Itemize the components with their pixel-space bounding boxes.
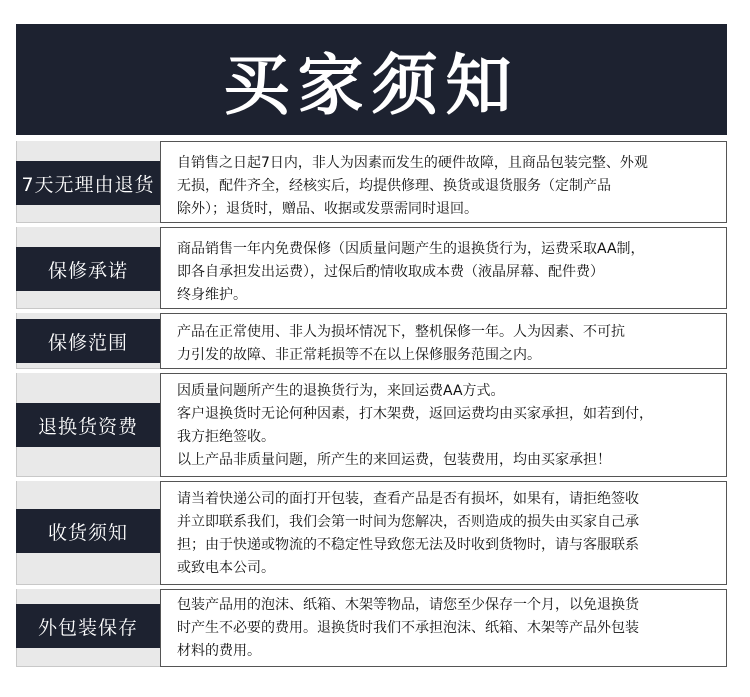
content-line: 包装产品用的泡沫、纸箱、木架等物品，请您至少保存一个月，以免退换货 [177,597,639,613]
section-warranty-promise [16,227,727,309]
content-line: 材料的费用。 [177,643,261,659]
section-content [160,227,727,309]
section-packaging-retention [16,589,727,667]
section-no-reason-return [16,141,727,223]
section-label: 保修承诺 [16,247,160,291]
content-line: 请当着快递公司的面打开包装，查看产品是否有损坏，如果有，请拒绝签收 [177,491,639,507]
section-label: 外包装保存 [16,604,160,648]
content-line: 无损，配件齐全，经核实后，均提供修理、换货或退货服务（定制产品 [177,178,611,194]
section-receiving-notice [16,481,727,585]
content-line: 时产生不必要的费用。退换货时我们不承担泡沫、纸箱、木架等产品外包装 [177,620,639,636]
section-return-fees [16,373,727,477]
page-title: 买家须知 [223,47,520,124]
content-line: 我方拒绝签收。 [177,429,275,445]
section-content [160,589,727,667]
section-content [160,141,727,223]
section-content [160,481,727,585]
title-banner [16,24,727,135]
section-label: 7天无理由退货 [16,161,160,205]
content-line: 自销售之日起7日内，非人为因素而发生的硬件故障，且商品包装完整、外观 [177,155,648,171]
content-line: 商品销售一年内免费保修（因质量问题产生的退换货行为，运费采取AA制， [177,241,645,257]
section-content [160,373,727,477]
section-label: 退换货资费 [16,403,160,447]
section-label: 收货须知 [16,509,160,553]
content-line: 以上产品非质量问题，所产生的来回运费，包装费用，均由买家承担！ [177,452,611,468]
content-line: 并立即联系我们，我们会第一时间为您解决，否则造成的损失由买家自己承 [177,514,639,530]
content-line: 终身维护。 [177,287,247,303]
section-label: 保修范围 [16,319,160,363]
content-line: 担；由于快递或物流的不稳定性导致您无法及时收到货物时，请与客服联系 [177,537,639,553]
content-line: 力引发的故障、非正常耗损等不在以上保修服务范围之内。 [177,347,541,363]
section-warranty-scope [16,313,727,369]
content-line: 即各自承担发出运费），过保后酌情收取成本费（液晶屏幕、配件费） [177,264,604,280]
content-line: 产品在正常使用、非人为损坏情况下，整机保修一年。人为因素、不可抗 [177,324,625,340]
content-line: 客户退换货时无论何种因素，打木架费，返回运费均由买家承担，如若到付， [177,406,653,422]
content-line: 或致电本公司。 [177,560,275,576]
section-content [160,313,727,369]
content-line: 因质量问题所产生的退换货行为，来回运费AA方式。 [177,383,505,399]
content-line: 除外）；退货时，赠品、收据或发票需同时退回。 [177,201,478,217]
